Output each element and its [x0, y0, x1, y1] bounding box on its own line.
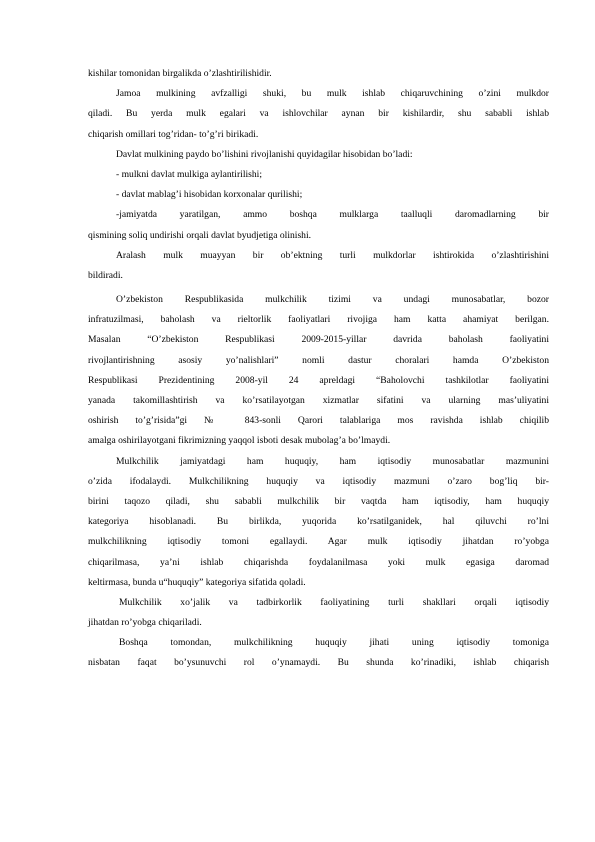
text-line: amalga oshirilayotgani fikrimizning yaqqol isboti desak mubolag’a bo’lmaydi. [88, 435, 391, 447]
text-line: mulkchilikning iqtisodiy tomoni egallaydi. Agar mulk iqtisodiy jihatdan ro’yobga [88, 536, 549, 548]
text-line: Mulkchilik jamiyatdagi ham huquqiy, ham iqtisodiy munosabatlar mazmunini [116, 455, 549, 467]
text-line: Boshqa tomondan, mulkchilikning huquqiy jihati uning iqtisodiy tomoniga [119, 637, 549, 649]
text-line: jihatdan ro’yobga chiqariladi. [88, 617, 202, 629]
text-line: oshirish to’g’risida”gi № 843-sonli Qarori talablariga mos ravishda ishlab chiqilib [88, 415, 549, 427]
text-line: chiqarish omillari tog’ridan- to’g’ri birikadi. [88, 128, 259, 140]
text-line: infratuzilmasi, baholash va rieltorlik faoliyatlari rivojiga ham katta ahamiyat berilgan. [88, 314, 549, 326]
text-line: o’zida ifodalaydi. Mulkchilikning huquqiy va iqtisodiy mazmuni o’zaro bog’liq bir- [88, 475, 549, 487]
text-line: keltirmasa, bunda u“huquqiy” kategoriya sifatida qoladi. [88, 576, 306, 588]
text-line: - mulkni davlat mulkiga aylantirilishi; [116, 168, 263, 180]
text-line: Masalan “O’zbekiston Respublikasi 2009-2015-yillar davrida baholash faoliyatini [88, 334, 549, 346]
text-line: Respublikasi Prezidentining 2008-yil 24 apreldagi “Baholovchi tashkilotlar faoliyatini [88, 374, 549, 386]
text-line: -jamiyatda yaratilgan, ammo boshqa mulklarga taalluqli daromadlarning bir [116, 209, 549, 221]
document-body [88, 64, 549, 674]
text-line: O’zbekiston Respublikasida mulkchilik tizimi va undagi munosabatlar, bozor [116, 294, 549, 306]
text-line: kategoriya hisoblanadi. Bu birlikda, yuqorida ko’rsatilganidek, hal qiluvchi ro’lni [88, 516, 549, 528]
text-line: rivojlantirishning asosiy yo’nalishlari” nomli dastur choralari hamda O’zbekiston [88, 354, 549, 366]
text-line: - davlat mablag’i hisobidan korxonalar qurilishi; [116, 189, 303, 201]
text-line: birini taqozo qiladi, shu sababli mulkchilik bir vaqtda ham iqtisodiy, ham huquqiy [88, 495, 549, 507]
text-line: Mulkchilik xo’jalik va tadbirkorlik faoliyatining turli shakllari orqali iqtisodiy [119, 596, 549, 608]
text-line: Jamoa mulkining avfzalligi shuki, bu mulk ishlab chiqaruvchining o’zini mulkdor [116, 88, 549, 100]
text-line: bildiradi. [88, 269, 123, 281]
text-line: chiqarilmasa, ya’ni ishlab chiqarishda foydalanilmasa yoki mulk egasiga daromad [88, 556, 549, 568]
text-line: Aralash mulk muayyan bir ob’ektning turli mulkdorlar ishtirokida o’zlashtirishini [116, 249, 549, 261]
text-line: qismining soliq undirishi orqali davlat byudjetiga olinishi. [88, 229, 312, 241]
text-line: qiladi. Bu yerda mulk egalari va ishlovchilar aynan bir kishilardir, shu sababli ishlab [88, 108, 549, 120]
text-line: yanada takomillashtirish va ko’rsatilayotgan xizmatlar sifatini va ularning mas’uliyatini [88, 395, 549, 406]
text-line: Davlat mulkining paydo bo’lishini rivojlanishi quyidagilar hisobidan bo’ladi: [116, 148, 413, 160]
text-line: nisbatan faqat bo’ysunuvchi rol o’ynamaydi. Bu shunda ko’rinadiki, ishlab chiqarish [88, 657, 549, 669]
text-line: kishilar tomonidan birgalikda o’zlashtirilishidir. [88, 68, 272, 79]
